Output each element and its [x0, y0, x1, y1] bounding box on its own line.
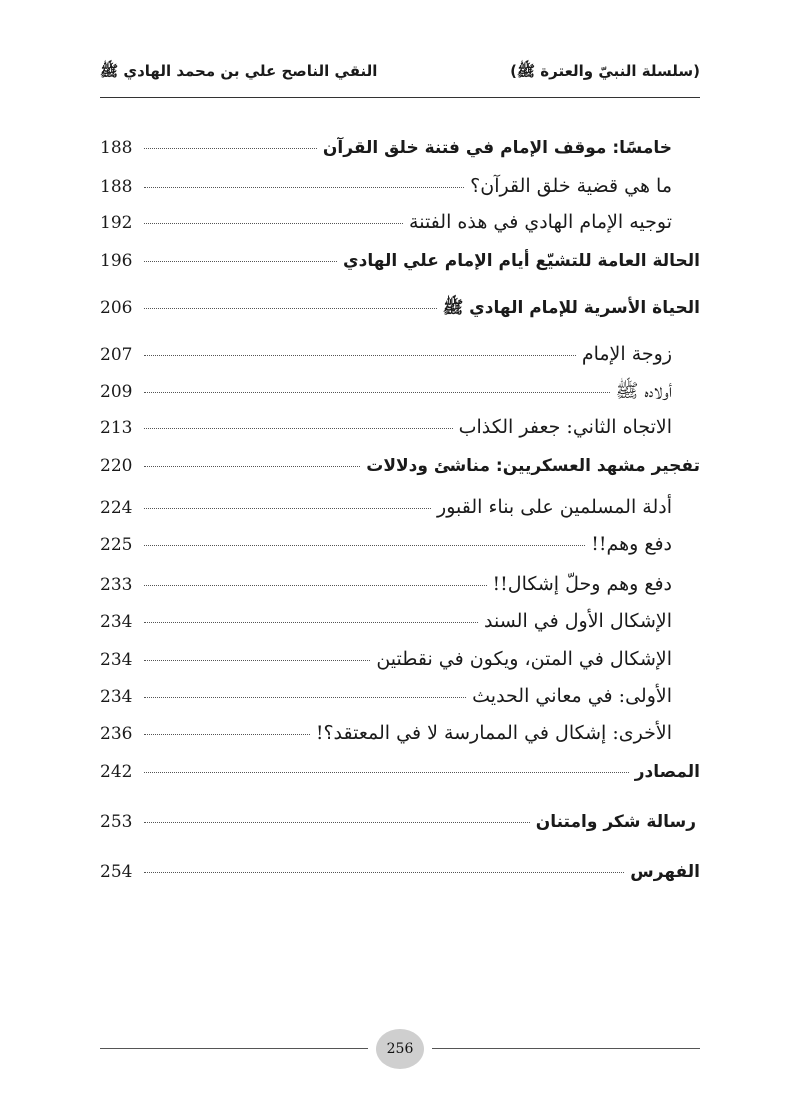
toc-entry[interactable] — [100, 812, 700, 862]
leader-dots — [144, 427, 453, 429]
leader-dots — [144, 391, 610, 393]
toc-entry-title: توجيه الإمام الهادي في هذه الفتنة — [409, 211, 672, 233]
toc-entry-title: رسالة شكر وامتنان — [535, 812, 696, 832]
leader-dots — [144, 621, 478, 623]
leader-dots — [144, 659, 370, 661]
toc-entry-title: الإشكال الأول في السند — [484, 610, 672, 632]
table-of-contents — [100, 138, 700, 906]
leader-dots — [144, 260, 337, 262]
toc-entry-page: 213 — [100, 418, 133, 438]
toc-entry-title: الأولى: في معاني الحديث — [472, 685, 672, 707]
toc-entry-title: أولاده ﷺ — [615, 380, 672, 402]
toc-entry-page: 225 — [100, 535, 133, 555]
toc-entry[interactable] — [100, 762, 700, 812]
toc-entry-page: 206 — [100, 298, 133, 318]
toc-entry[interactable] — [100, 722, 700, 762]
toc-entry-title: الحياة الأسرية للإمام الهادي ﷺ — [442, 298, 700, 318]
toc-entry-page: 224 — [100, 498, 133, 518]
toc-entry-title: خامسًا: موقف الإمام في فتنة خلق القرآن — [322, 138, 672, 158]
toc-entry[interactable] — [100, 610, 700, 648]
toc-entry-title: ما هي قضية خلق القرآن؟ — [470, 175, 672, 197]
toc-entry[interactable] — [100, 648, 700, 685]
toc-entry[interactable] — [100, 211, 700, 251]
toc-entry-title: الأخرى: إشكال في الممارسة لا في المعتقد؟! — [315, 722, 672, 744]
toc-entry-title: الإشكال في المتن، ويكون في نقطتين — [376, 648, 672, 670]
toc-entry[interactable] — [100, 175, 700, 211]
leader-dots — [144, 544, 585, 546]
toc-entry-title: الاتجاه الثاني: جعفر الكذاب — [458, 416, 672, 438]
toc-entry[interactable] — [100, 416, 700, 456]
leader-dots — [144, 771, 629, 773]
leader-dots — [144, 507, 431, 509]
toc-entry-page: 188 — [100, 177, 133, 197]
toc-entry-title: دفع وهم!! — [591, 533, 672, 555]
toc-entry-page: 236 — [100, 724, 133, 744]
leader-dots — [144, 733, 310, 735]
toc-entry-page: 254 — [100, 862, 133, 882]
leader-dots — [144, 186, 464, 188]
book-title: النقي الناصح علي بن محمد الهادي ﷺ — [100, 62, 378, 80]
toc-entry[interactable] — [100, 862, 700, 906]
toc-entry-title: دفع وهم وحلّ إشكال!! — [492, 573, 672, 595]
header-divider — [100, 97, 700, 98]
toc-entry-page: 233 — [100, 575, 133, 595]
toc-entry-page: 253 — [100, 812, 133, 832]
page-number-badge: 256 — [376, 1029, 424, 1069]
toc-entry-page: 209 — [100, 382, 133, 402]
toc-entry-page: 207 — [100, 345, 133, 365]
leader-dots — [144, 147, 317, 149]
leader-dots — [144, 821, 530, 823]
series-title: (سلسلة النبيّ والعترة ﷺ) — [510, 62, 700, 80]
toc-entry-page: 234 — [100, 687, 133, 707]
leader-dots — [144, 696, 466, 698]
footer-rule-left — [100, 1048, 368, 1049]
toc-entry-page: 242 — [100, 762, 133, 782]
toc-entry[interactable] — [100, 343, 700, 379]
leader-dots — [144, 584, 487, 586]
toc-entry[interactable] — [100, 456, 700, 496]
toc-entry-page: 192 — [100, 213, 133, 233]
toc-entry[interactable] — [100, 685, 700, 722]
toc-entry-title: زوجة الإمام — [581, 343, 672, 365]
toc-entry[interactable] — [100, 297, 700, 343]
leader-dots — [144, 354, 576, 356]
toc-entry[interactable] — [100, 573, 700, 610]
toc-entry[interactable] — [100, 379, 700, 416]
leader-dots — [144, 871, 624, 873]
toc-entry-page: 188 — [100, 138, 133, 158]
toc-entry-title: المصادر — [634, 762, 700, 782]
toc-entry-title: الحالة العامة للتشيّع أيام الإمام علي الهادي — [343, 251, 700, 271]
toc-entry-title: أدلة المسلمين على بناء القبور — [437, 496, 672, 518]
toc-entry[interactable] — [100, 251, 700, 297]
running-header — [100, 58, 700, 86]
toc-entry-page: 234 — [100, 650, 133, 670]
toc-entry[interactable] — [100, 138, 700, 175]
toc-entry-title: تفجير مشهد العسكريين: مناشئ ودلالات — [366, 456, 700, 476]
leader-dots — [144, 465, 360, 467]
toc-entry[interactable] — [100, 533, 700, 573]
toc-entry-page: 234 — [100, 612, 133, 632]
toc-entry-page: 220 — [100, 456, 133, 476]
leader-dots — [144, 307, 437, 309]
toc-entry-title: الفهرس — [630, 862, 700, 882]
footer-rule-right — [432, 1048, 700, 1049]
toc-entry[interactable] — [100, 496, 700, 533]
leader-dots — [144, 222, 403, 224]
toc-entry-page: 196 — [100, 251, 133, 271]
